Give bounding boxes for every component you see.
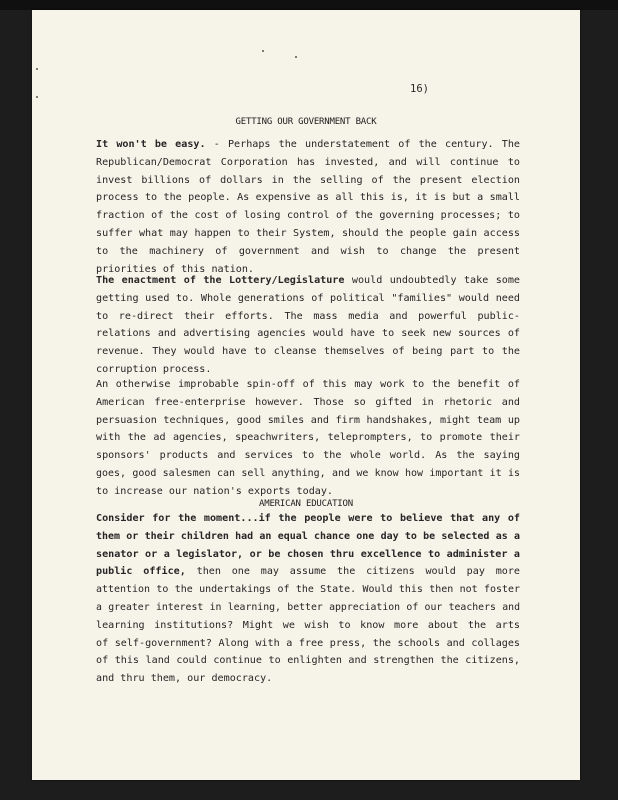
text-line: to increase our nation's exports today. [96, 485, 334, 497]
page-number: 16) [410, 83, 429, 95]
text-line: suffer what may happen to their System, should the people gain access [96, 227, 520, 239]
paragraph-lottery [96, 272, 520, 379]
text-line: An otherwise improbable spin-off of this may work to the benefit of [96, 379, 520, 390]
text-line: It won't be easy. - Perhaps the understatement of the century. The [96, 139, 520, 150]
text-line: goes, good salesmen can sell anything, and we know how important it is [96, 467, 520, 479]
text-line: revenue. They would have to cleanse themselves of being part to the [96, 346, 520, 358]
text-line: priorities of this nation. [96, 263, 255, 275]
text-line: of this land could continue to enlighten and strengthen the citizens, [96, 655, 520, 667]
text-line: relations and advertising agencies would have to seek new sources of [96, 328, 520, 340]
text-line: fraction of the cost of losing control of the governing processes; to [96, 210, 520, 222]
paragraph-education [96, 510, 520, 688]
text-line: The enactment of the Lottery/Legislature would undoubtedly take some [96, 275, 521, 286]
speck-mark [262, 50, 264, 52]
section-heading-education: AMERICAN EDUCATION [259, 499, 353, 509]
paragraph-free-enterprise [96, 376, 520, 501]
bold-lead: The enactment of the Lottery/Legislature [96, 275, 345, 286]
text-line: Consider for the moment...if the people were to believe that any of [96, 513, 520, 524]
text-line: senator or a legislator, or be chosen thru excellence to administer a [96, 548, 520, 560]
text-line: corruption process. [96, 363, 212, 375]
text-line: invest billions of dollars in the selling of the present election [96, 174, 520, 186]
text-line: public office, then one may assume the citizens would pay more [96, 566, 521, 578]
text-line: and thru them, our democracy. [96, 673, 273, 685]
speck-mark [36, 68, 38, 70]
text-line: of self-government? Along with a free press, the schools and collages [96, 637, 520, 649]
text-line: getting used to. Whole generations of political "families" would need [96, 292, 520, 304]
scanner-frame [0, 0, 618, 10]
text-line: to the machinery of government and wish to change the present [96, 245, 520, 257]
text-line: learning institutions? Might we wish to know more about the arts [96, 619, 520, 631]
bold-lead: public office, [96, 566, 186, 578]
text-line: to re-direct their efforts. The mass media and powerful public- [96, 310, 520, 322]
text-line: attention to the undertakings of the State. Would this then not foster [96, 584, 520, 596]
text-line: sponsors' products and services to the whole world. As the saying [96, 450, 520, 462]
text-line: process to the people. As expensive as all this is, it is but a small [96, 192, 520, 204]
text-line: American free-enterprise however. Those so gifted in rhetoric and [96, 396, 520, 408]
text-line: them or their children had an equal chance one day to be selected as a [96, 530, 520, 542]
speck-mark [36, 96, 38, 98]
document-page [32, 10, 580, 780]
paragraph-easy [96, 136, 520, 278]
text-line: with the ad agencies, speachwriters, teleprompters, to promote their [96, 432, 520, 444]
bold-lead: It won't be easy. [96, 139, 206, 150]
speck-mark [295, 56, 297, 58]
section-heading-government: GETTING OUR GOVERNMENT BACK [235, 117, 377, 127]
text-line: persuasion techniques, good smiles and firm handshakes, might team up [96, 414, 520, 426]
text-line: a greater interest in learning, better appreciation of our teachers and [96, 601, 520, 613]
text-line: Republican/Democrat Corporation has invested, and will continue to [96, 156, 520, 168]
